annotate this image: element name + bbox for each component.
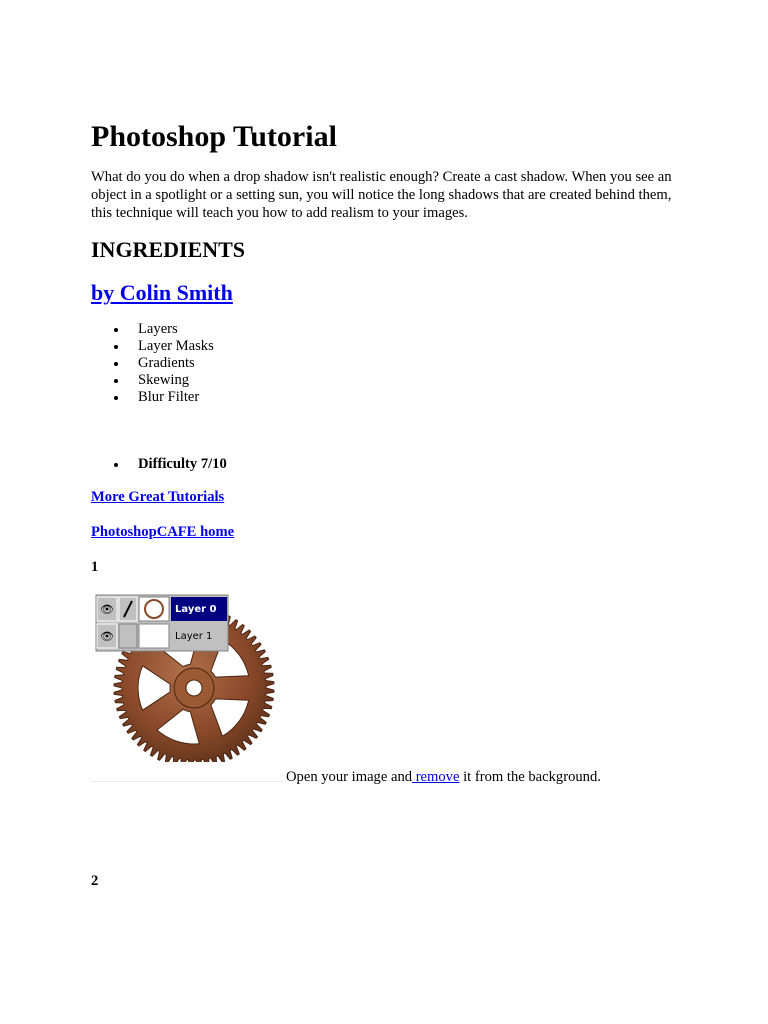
layer-1-label: Layer 1 <box>175 631 213 642</box>
difficulty-label: Difficulty 7/10 <box>138 456 227 472</box>
author-link[interactable]: by Colin Smith <box>91 280 233 305</box>
page-title: Photoshop Tutorial <box>91 120 337 153</box>
step-2-number: 2 <box>91 873 99 889</box>
list-item <box>91 355 214 372</box>
step-1-caption <box>286 769 601 786</box>
list-item <box>91 389 214 406</box>
layer-0-label: Layer 0 <box>175 604 217 615</box>
remove-link[interactable]: remove <box>412 769 460 785</box>
intro-paragraph: What do you do when a drop shadow isn't realistic enough? Create a cast shadow. When you see an object in a spotlight or a setting sun, you will notice the long shadows that are created behind them, this technique will teach you how to add realism to your images. <box>91 169 672 221</box>
ingredients-list <box>91 321 214 406</box>
list-item <box>91 372 214 389</box>
gear-illustration <box>91 592 281 762</box>
bullet-icon <box>114 379 118 383</box>
ingredient-label: Skewing <box>138 372 190 388</box>
list-item <box>91 321 214 338</box>
list-item <box>91 338 214 355</box>
ingredient-label: Blur Filter <box>138 389 200 405</box>
caption-text: Open your image and <box>286 769 413 785</box>
divider <box>91 781 283 782</box>
svg-text:👁: 👁 <box>100 630 114 643</box>
step-1-number: 1 <box>91 559 99 575</box>
layers-palette <box>96 595 228 651</box>
difficulty-item <box>91 456 227 473</box>
more-tutorials-link[interactable]: More Great Tutorials <box>91 489 225 505</box>
ingredient-label: Layer Masks <box>138 338 214 354</box>
caption-text-end: it from the background. <box>459 769 601 785</box>
ingredient-label: Gradients <box>138 355 195 371</box>
ingredients-heading: INGREDIENTS <box>91 237 246 262</box>
bullet-icon <box>114 362 118 366</box>
bullet-icon <box>114 328 118 332</box>
bullet-icon <box>114 396 118 400</box>
home-link[interactable]: PhotoshopCAFE home <box>91 524 235 540</box>
gear-image <box>91 592 281 762</box>
bullet-icon <box>114 345 118 349</box>
bullet-icon <box>114 463 118 467</box>
ingredient-label: Layers <box>138 321 178 337</box>
gear-axle-hole <box>186 680 202 696</box>
layer-1-thumbnail <box>139 624 169 648</box>
svg-text:👁: 👁 <box>100 603 114 616</box>
